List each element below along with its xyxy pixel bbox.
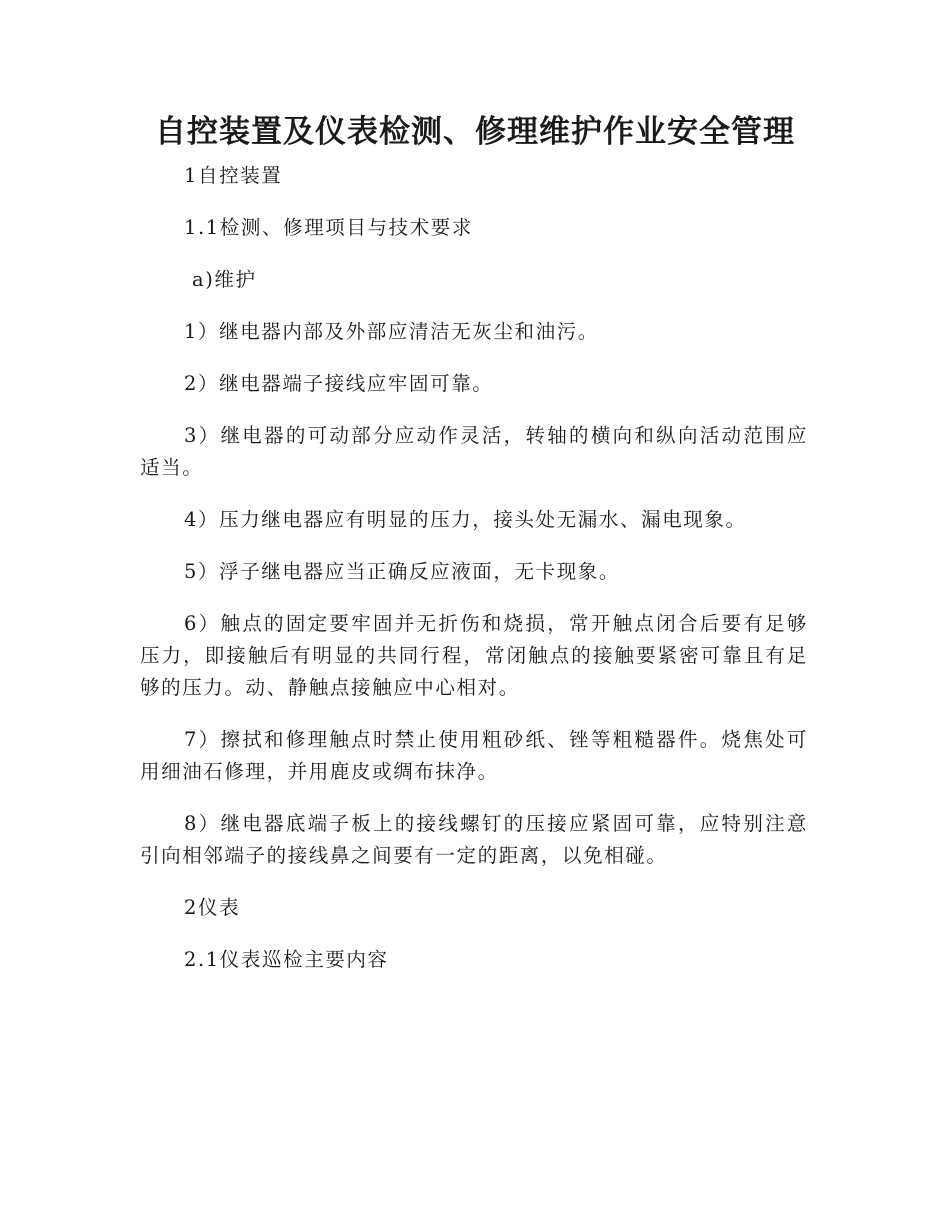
list-item-7: 7）擦拭和修理触点时禁止使用粗砂纸、锉等粗糙器件。烧焦处可用细油石修理，并用鹿皮或绸布抹净。 bbox=[140, 728, 808, 783]
list-item-4: 4）压力继电器应有明显的压力，接头处无漏水、漏电现象。 bbox=[184, 508, 747, 531]
list-heading-maintenance: a)维护 bbox=[192, 268, 257, 291]
list-item-3: 3）继电器的可动部分应动作灵活，转轴的横向和纵向活动范围应适当。 bbox=[140, 424, 808, 479]
list-item-5: 5）浮子继电器应当正确反应液面，无卡现象。 bbox=[184, 560, 621, 583]
list-item-6: 6）触点的固定要牢固并无折伤和烧损，常开触点闭合后要有足够压力，即接触后有明显的共同行程，常闭触点的接触要紧密可靠且有足够的压力。动、静触点接触应中心相对。 bbox=[140, 612, 808, 699]
list-item-1: 1）继电器内部及外部应清洁无灰尘和油污。 bbox=[184, 320, 599, 343]
subsection-heading-1-1: 1.1检测、修理项目与技术要求 bbox=[184, 216, 474, 239]
document-title: 自控装置及仪表检测、修理维护作业安全管理 bbox=[155, 114, 795, 150]
section-heading-1: 1自控装置 bbox=[184, 164, 283, 187]
section-heading-2: 2仪表 bbox=[184, 896, 241, 919]
document-body bbox=[140, 160, 808, 996]
list-item-2: 2）继电器端子接线应牢固可靠。 bbox=[184, 372, 494, 395]
subsection-heading-2-1: 2.1仪表巡检主要内容 bbox=[184, 948, 389, 971]
list-item-8: 8）继电器底端子板上的接线螺钉的压接应紧固可靠，应特别注意引向相邻端子的接线鼻之间要有一定的距离，以免相碰。 bbox=[140, 812, 808, 867]
